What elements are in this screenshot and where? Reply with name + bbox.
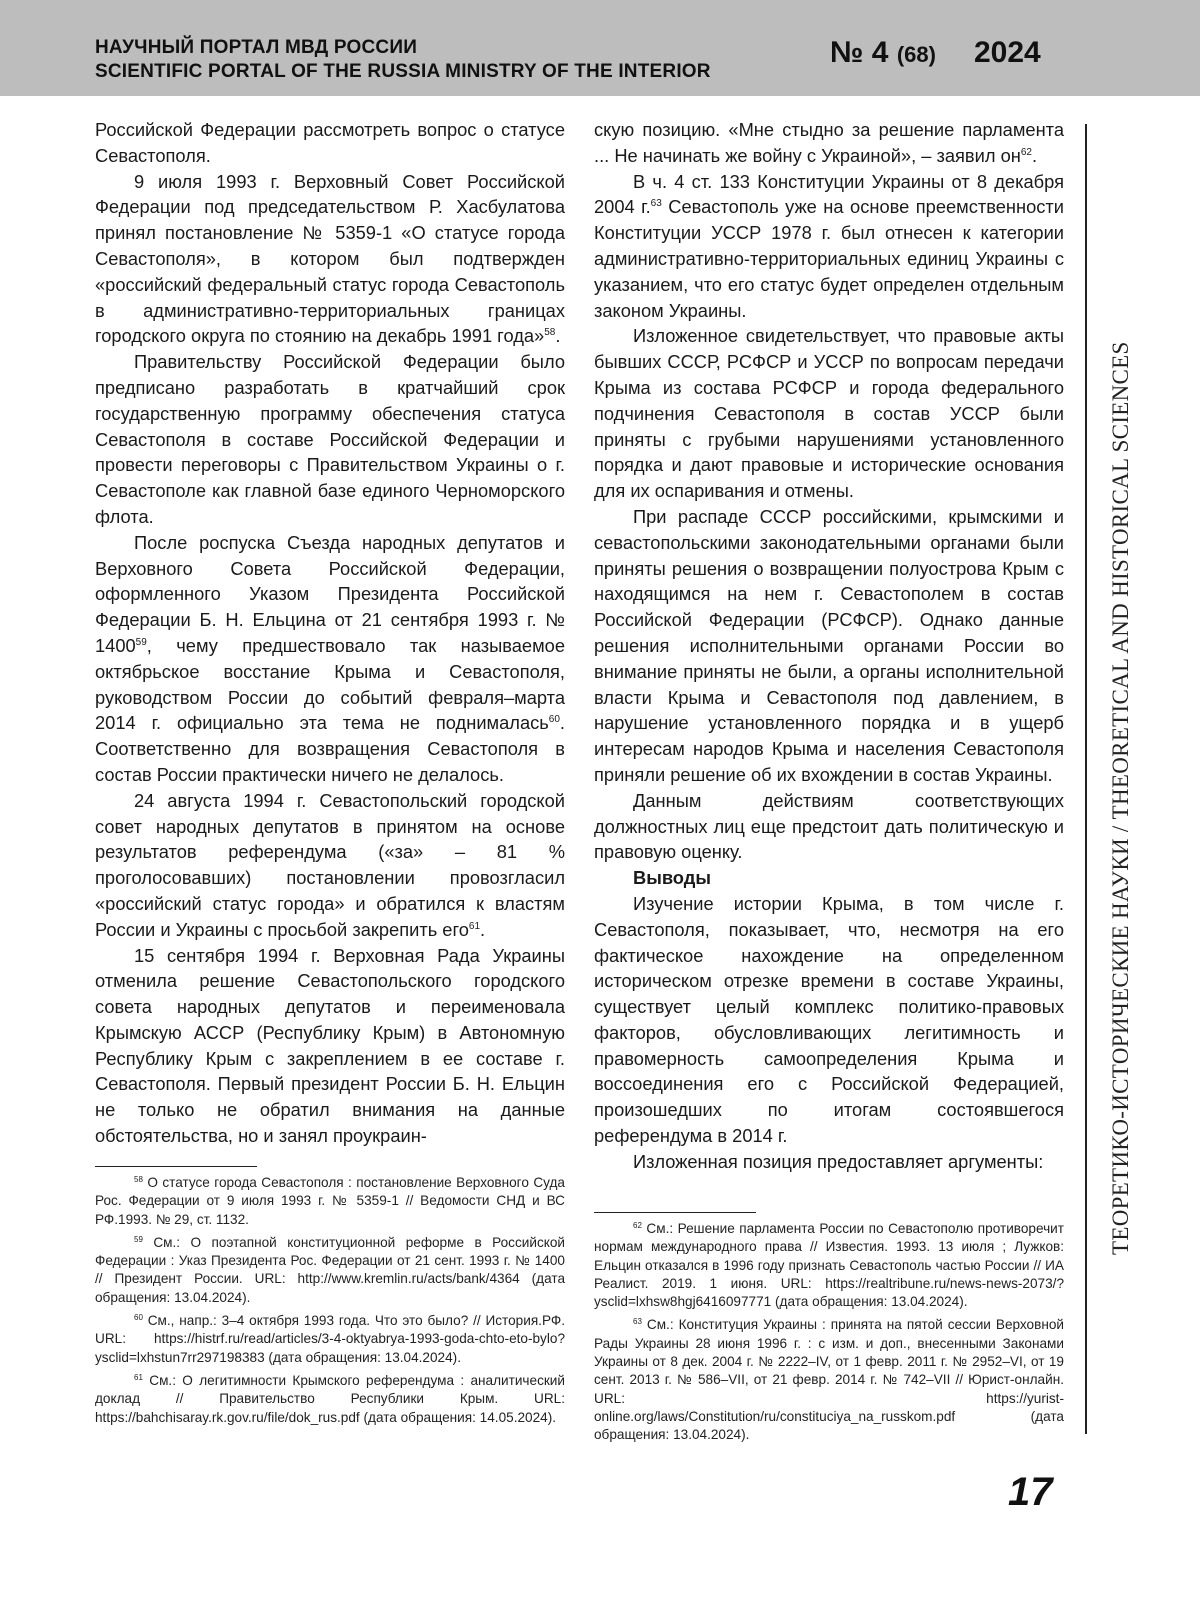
issue-number-main: № 4 bbox=[830, 36, 889, 69]
paragraph: 9 июля 1993 г. Верховный Совет Российской Федерации под председательством Р. Хасбулатова принял постановление № 5359-1 «О статусе города Севастополя», в котором был подтвержден «российский федеральный статус города Севастополь в административно-территориальных границах городского округа по стоянию на декабрь 1991 года»$^{58}$. bbox=[95, 170, 565, 347]
paragraph: Изложенная позиция предоставляет аргументы: bbox=[633, 1150, 1044, 1172]
footnote: $^{60}$ См., напр.: 3–4 октября 1993 года. Что это было? // История.РФ. URL: https://histrf.ru/read/articles/3-4-oktyabrya-1993-goda-chto-eto-bylo?ysclid=lxhstun7rr297198383 (дата обращения: 13.04.2024). bbox=[95, 1313, 565, 1365]
paragraph: 15 сентября 1994 г. Верховная Рада Украины отменила решение Севастопольского городского совета народных депутатов и переименовала Крымскую АССР (Республику Крым) в Автономную Республику Крым с закреплением в ее составе г. Севастополя. Первый президент России Б. Н. Ельцин не только не обратил внимания на данные обстоятельства, но и занял проукраин- bbox=[95, 944, 565, 1147]
footnote: $^{59}$ См.: О поэтапной конституционной реформе в Российской Федерации : Указ Президента Рос. Федерации от 21 сент. 1993 г. № 1400 // Президент России. URL: http://www.kremlin.ru/acts/bank/4364 (дата обращения: 13.04.2024). bbox=[95, 1234, 565, 1305]
footnote: $^{58}$ О статусе города Севастополя : постановление Верховного Суда Рос. Федерации от 9 июля 1993 г. № 5359-1 // Ведомости СНД и ВС РФ.1993. № 29, ст. 1132. bbox=[95, 1175, 565, 1227]
issue-year: 2024 bbox=[974, 36, 1041, 69]
footnote-ref: 58 bbox=[544, 327, 556, 339]
paragraph: Изучение истории Крыма, в том числе г. Севастополя, показывает, что, несмотря на его фактическое нахождение на определенном историческом отрезке времени в составе Украины, существует целый комплекс политико-правовых факторов, обусловливающих легитимность и правомерность самоопределения Крыма и воссоединения его с Российской Федерацией, произошедших по итогам состоявшегося референдума в 2014 г. bbox=[594, 892, 1064, 1147]
footnotes-right bbox=[594, 1220, 1064, 1450]
issue-number bbox=[830, 36, 936, 70]
paragraph: При распаде СССР российскими, крымскими и севастопольскими законодательными органами были приняты решения о возвращении полуострова Крым с находящимся на нем г. Севастополем в состав Российской Федерации (РСФСР). Однако данные решения исполнительными органами России во внимание приняты не были, а органы исполнительной власти Крыма и Севастополя под давлением, в нарушение установленного порядка и в ущерб интересам народов Крыма и населения Севастополя приняли решение об их вхождении в состав Украины. bbox=[594, 505, 1064, 785]
footnote-ref: 60 bbox=[548, 714, 560, 726]
journal-header bbox=[0, 0, 1200, 96]
footnote: $^{62}$ См.: Решение парламента России по Севастополю противоречит нормам международного права // Известия. 1993. 13 июля ; Лужков: Ельцин отказался в 1996 году признать Севастополь частью России // ИА Реалист. 2019. 1 июня. URL: https://realtribune.ru/news-news-2073/?ysclid=lxhsw8hgj6416097771 (дата обращения: 13.04.2024). bbox=[594, 1221, 1064, 1310]
paragraph: Данным действиям соответствующих должностных лиц еще предстоит дать политическую и правовую оценку. bbox=[594, 789, 1064, 863]
footnote: $^{61}$ См.: О легитимности Крымского референдума : аналитический доклад // Правительство Республики Крым. URL: https://bahchisaray.rk.gov.ru/file/dok_rus.pdf (дата обращения: 14.05.2024). bbox=[95, 1372, 565, 1425]
left-column bbox=[95, 117, 565, 1149]
footnote-ref: 59 bbox=[135, 636, 147, 648]
section-side-label: ТЕОРЕТИКО-ИСТОРИЧЕСКИЕ НАУКИ / THEORETICAL AND HISTORICAL SCIENCES bbox=[1108, 341, 1133, 1255]
paragraph: скую позицию. «Мне стыдно за решение парламента ... Не начинать же войну с Украиной», – заявил $он^{62}$. bbox=[594, 119, 1064, 166]
footnote-ref: 63 bbox=[650, 198, 662, 210]
paragraph: После роспуска Съезда народных депутатов и Верховного Совета Российской Федерации, оформленного Указом Президента Российской Федерации Б. Н. Ельцина от 21 сентября 1993 г. № 1400$^{59}$, чему предшествовало так называемое октябрьское восстание Крыма и Севастополя, руководством России до событий февраля–марта 2014 г. официально эта тема не поднималась$^{60}$. Соответственно для возвращения Севастополя в состав России практически ничего не делалось. bbox=[95, 531, 565, 785]
page-number: 17 bbox=[1008, 1470, 1053, 1514]
footnote-separator bbox=[594, 1212, 756, 1213]
footnote-separator bbox=[95, 1166, 257, 1167]
right-column bbox=[594, 117, 1064, 1175]
section-heading: Выводы bbox=[633, 867, 711, 889]
footnote-ref: 62 bbox=[1020, 146, 1032, 158]
paragraph: Изложенное свидетельствует, что правовые акты бывших СССР, РСФСР и УССР по вопросам передачи Крыма из состава РСФСР и города федерального подчинения Севастополя в состав УССР были приняты с грубыми нарушениями установленного порядка и дают правовые и исторические основания для их оспаривания и отмены. bbox=[594, 325, 1064, 502]
footnotes-left bbox=[95, 1174, 565, 1432]
issue-number-sub: (68) bbox=[896, 42, 936, 67]
footnote: $^{63}$ См.: Конституция Украины : принята на пятой сессии Верховной Рады Украины 28 июня 1996 г. : с изм. и доп., внесенными Законами Украины от 8 дек. 2004 г. № 2222–IV, от 1 февр. 2011 г. № 2952–VI, от 19 сент. 2013 г. № 586–VII, от 21 февр. 2014 г. № 742–VII // Юрист-онлайн. URL: https://yurist-online.org/laws/Constitution/ru/constituciya_na_russkom.pdf (дата обращения: 13.04.2024). bbox=[594, 1317, 1064, 1443]
paragraph: 24 августа 1994 г. Севастопольский городской совет народных депутатов в принятом на основе результатов референдума («за» – 81 % проголосовавших) постановлении провозгласил «российский статус города» и обратился к властям России и Украины с просьбой закрепить его$^{61}$. bbox=[95, 789, 565, 940]
paragraph: Правительству Российской Федерации было предписано разработать в кратчайший срок государственную программу обеспечения статуса Севастополя в составе Российской Федерации и провести переговоры с Правительством Украины о г. Севастополе как главной базе единого Черноморского флота. bbox=[95, 351, 565, 527]
paragraph: В ч. 4 ст. 133 Конституции Украины от 8 декабря 2004 г.$^{63}$ Севастополь уже на основе преемственности Конституции УССР 1978 г. был отнесен к категории административно-территориальных единиц Украины с указанием, что его статус будет определен отдельным законом Украины. bbox=[594, 170, 1064, 321]
paragraph: Российской Федерации рассмотреть вопрос о статусе Севастополя. bbox=[95, 119, 565, 166]
footnote-ref: 61 bbox=[468, 920, 481, 932]
side-rule bbox=[1085, 124, 1087, 1434]
journal-title-ru: НАУЧНЫЙ ПОРТАЛ МВД РОССИИ bbox=[95, 37, 418, 58]
journal-title-en: SCIENTIFIC PORTAL OF THE RUSSIA MINISTRY OF THE INTERIOR bbox=[95, 61, 711, 82]
